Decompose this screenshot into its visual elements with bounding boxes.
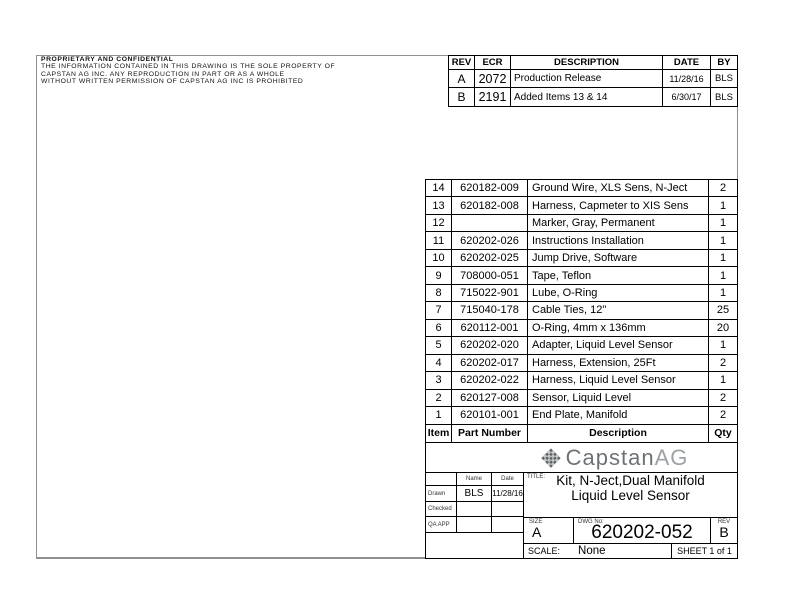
signoff-label-checked: Checked (426, 502, 457, 517)
item-cell: 6 (426, 320, 452, 337)
drawing-title-line1: Kit, N-Ject,Dual Manifold (556, 473, 705, 488)
rev-header-description: DESCRIPTION (511, 56, 663, 70)
rev-cell-description: Production Release (511, 70, 663, 88)
part-number-cell: 620202-017 (452, 355, 528, 372)
signoff-checked-date (492, 502, 523, 517)
signoff-drawn-date: 11/28/16 (492, 486, 523, 502)
qty-cell: 2 (709, 180, 737, 197)
item-cell: 1 (426, 407, 452, 424)
proprietary-line: THE INFORMATION CONTAINED IN THIS DRAWING IS THE SOLE PROPERTY OF (41, 63, 336, 71)
description-cell: Cable Ties, 12" (528, 302, 709, 319)
part-number-cell: 620127-008 (452, 390, 528, 407)
item-cell: 14 (426, 180, 452, 197)
item-cell: 8 (426, 285, 452, 302)
part-number-cell: 715022-901 (452, 285, 528, 302)
signoff-checked-name (457, 502, 492, 517)
signoff-qa-name (457, 517, 492, 532)
rev-cell-rev: B (449, 88, 475, 106)
dwg-number-cell (574, 518, 711, 543)
signoff-label-qa-app: QA APP (426, 517, 457, 532)
proprietary-note (41, 56, 361, 86)
description-cell: Marker, Gray, Permanent (528, 215, 709, 232)
description-cell: Tape, Teflon (528, 267, 709, 284)
item-cell: 3 (426, 372, 452, 389)
qty-cell: 2 (709, 407, 737, 424)
signoff-qa-date (492, 517, 523, 532)
description-cell: Ground Wire, XLS Sens, N-Ject (528, 180, 709, 197)
rev-header-date: DATE (663, 56, 711, 70)
dwg-number-value: 620202-052 (591, 522, 693, 543)
signoff-header-name: Name (457, 473, 492, 486)
part-number-cell: 620202-022 (452, 372, 528, 389)
qty-cell: 1 (709, 197, 737, 214)
proprietary-title: PROPRIETARY AND CONFIDENTIAL (41, 56, 174, 63)
part-number-cell: 620182-008 (452, 197, 528, 214)
item-cell: 9 (426, 267, 452, 284)
scale-value: None (578, 545, 606, 557)
item-cell: 12 (426, 215, 452, 232)
item-cell: 5 (426, 337, 452, 354)
logo-text-capstan: Capstan (565, 444, 655, 470)
part-number-cell: 620112-001 (452, 320, 528, 337)
capstanag-diamond-icon (539, 446, 563, 470)
scale-cell (524, 544, 672, 558)
signoff-header-blank (426, 473, 457, 486)
description-cell: End Plate, Manifold (528, 407, 709, 424)
proprietary-line: WITHOUT WRITTEN PERMISSION OF CAPSTAN AG INC IS PROHIBITED (41, 78, 304, 86)
signoff-drawn-name: BLS (457, 486, 492, 502)
qty-cell: 1 (709, 372, 737, 389)
description-cell: O-Ring, 4mm x 136mm (528, 320, 709, 337)
rev-label: REV (717, 519, 731, 525)
signoff-table (426, 473, 523, 533)
scale-label: SCALE: (528, 546, 561, 556)
rev-cell-by: BLS (711, 70, 737, 88)
rev-cell-description: Added Items 13 & 14 (511, 88, 663, 106)
rev-header-rev: REV (449, 56, 475, 70)
qty-cell: 1 (709, 337, 737, 354)
drawing-title-area (524, 473, 737, 518)
description-cell: Sensor, Liquid Level (528, 390, 709, 407)
dwg-number-label: DWG No: (578, 519, 604, 525)
signoff-area (426, 473, 524, 558)
rev-cell-date: 11/28/16 (663, 70, 711, 88)
description-cell: Instructions Installation (528, 232, 709, 249)
qty-cell: 25 (709, 302, 737, 319)
signoff-spacer (426, 533, 523, 558)
revision-table (448, 55, 738, 107)
item-cell: 2 (426, 390, 452, 407)
title-area-column (524, 473, 737, 558)
parts-header-description: Description (528, 425, 709, 442)
rev-cell-date: 6/30/17 (663, 88, 711, 106)
description-cell: Jump Drive, Software (528, 250, 709, 267)
parts-header-part-number: Part Number (452, 425, 528, 442)
part-number-cell: 715040-178 (452, 302, 528, 319)
parts-header-qty: Qty (714, 427, 732, 440)
signoff-label-drawn: Drawn (426, 486, 457, 502)
company-logo (426, 443, 737, 473)
part-number-cell: 708000-051 (452, 267, 528, 284)
qty-cell: 2 (709, 390, 737, 407)
description-cell: Harness, Capmeter to XIS Sens (528, 197, 709, 214)
qty-cell: 20 (709, 320, 737, 337)
part-number-cell: 620202-026 (452, 232, 528, 249)
item-cell: 11 (426, 232, 452, 249)
rev-header-by: BY (711, 56, 737, 70)
description-cell: Harness, Extension, 25Ft (528, 355, 709, 372)
sheet-cell: SHEET 1 of 1 (677, 546, 732, 556)
description-cell: Harness, Liquid Level Sensor (528, 372, 709, 389)
rev-cell-ecr: 2072 (475, 70, 511, 88)
part-number-cell: 620101-001 (452, 407, 528, 424)
size-cell (524, 518, 574, 543)
proprietary-line: CAPSTAN AG INC. ANY REPRODUCTION IN PART OR AS A WHOLE (41, 70, 285, 78)
rev-cell-by: BLS (715, 91, 733, 103)
rev-cell-ecr: 2191 (475, 88, 511, 106)
size-value: A (532, 524, 542, 540)
logo-text-ag: AG (654, 444, 689, 470)
item-cell: 7 (426, 302, 452, 319)
title-block-bottom (426, 473, 737, 558)
qty-cell: 1 (709, 232, 737, 249)
drawing-title-line2: Liquid Level Sensor (571, 488, 690, 503)
parts-header-item: Item (426, 425, 452, 442)
item-cell: 4 (426, 355, 452, 372)
qty-cell: 1 (709, 267, 737, 284)
parts-table (426, 180, 737, 443)
part-number-cell (452, 215, 528, 232)
part-number-cell: 620202-025 (452, 250, 528, 267)
qty-cell: 2 (709, 355, 737, 372)
item-cell: 10 (426, 250, 452, 267)
description-cell: Adapter, Liquid Level Sensor (528, 337, 709, 354)
rev-cell (711, 518, 737, 543)
part-number-cell: 620202-020 (452, 337, 528, 354)
qty-cell: 1 (709, 215, 737, 232)
parts-and-title-block (425, 179, 738, 559)
description-cell: Lube, O-Ring (528, 285, 709, 302)
qty-cell: 1 (709, 250, 737, 267)
part-number-cell: 620182-009 (452, 180, 528, 197)
scale-sheet-row (524, 544, 737, 558)
size-label: SIZE (529, 519, 543, 525)
rev-header-ecr: ECR (475, 56, 511, 70)
signoff-header-date: Date (492, 473, 523, 486)
title-label: TITLE: (527, 474, 546, 480)
qty-cell: 1 (709, 285, 737, 302)
rev-value: B (719, 524, 729, 540)
item-cell: 13 (426, 197, 452, 214)
size-dwg-rev-row (524, 518, 737, 544)
rev-cell-rev: A (449, 70, 475, 88)
